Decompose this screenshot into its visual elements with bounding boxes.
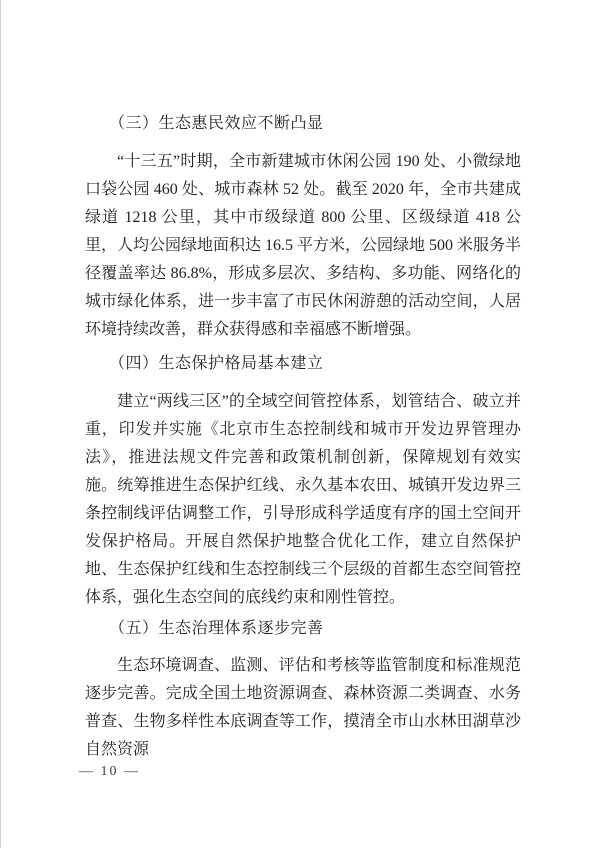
page-number: — 10 — <box>79 764 140 779</box>
section-paragraph-5: 生态环境调查、监测、评估和考核等监管制度和标准规范逐步完善。完成全国土地资源调查、森林资源二类调查、水务普查、生物多样性本底调查等工作，摸清全市山水林田湖草沙自然资源 <box>85 657 521 758</box>
section-paragraph-4: 建立“两线三区”的全域空间管控体系，划管结合、破立并重，印发并实施《北京市生态控制线和城市开发边界管理办法》，推进法规文件完善和政策机制创新，保障规划有效实施。统筹推进生态保护红线、永久基本农田、城镇开发边界三条控制线评估调整工作，引导形成科学适度有序的国土空间开发保护格局。开展自然保护地整合优化工作，建立自然保护地、生态保护红线和生态控制线三个层级的首都生态空间管控体系，强化生态空间的底线约束和刚性管控。 <box>85 393 521 606</box>
section-heading-5: （五）生态治理体系逐步完善 <box>109 620 324 637</box>
section-heading-3: （三）生态惠民效应不断凸显 <box>109 115 324 132</box>
section-heading-4: （四）生态保护格局基本建立 <box>109 355 324 372</box>
section-paragraph-3: “十三五”时期，全市新建城市休闲公园 190 处、小微绿地口袋公园 460 处、城市森林 52 处。截至 2020 年，全市共建成绿道 1218 公里，其中市级绿道 800 公里、区级绿道 418 公里，人均公园绿地面积达 16.5 平方米，公园绿地 500 米服务半径覆盖率达 86.8%，形成多层次、多结构、多功能、网络化的城市绿化体系，进一步丰富了市民休闲游憩的活动空间，人居环境持续改善，群众获得感和幸福感不断增强。 <box>85 153 522 338</box>
